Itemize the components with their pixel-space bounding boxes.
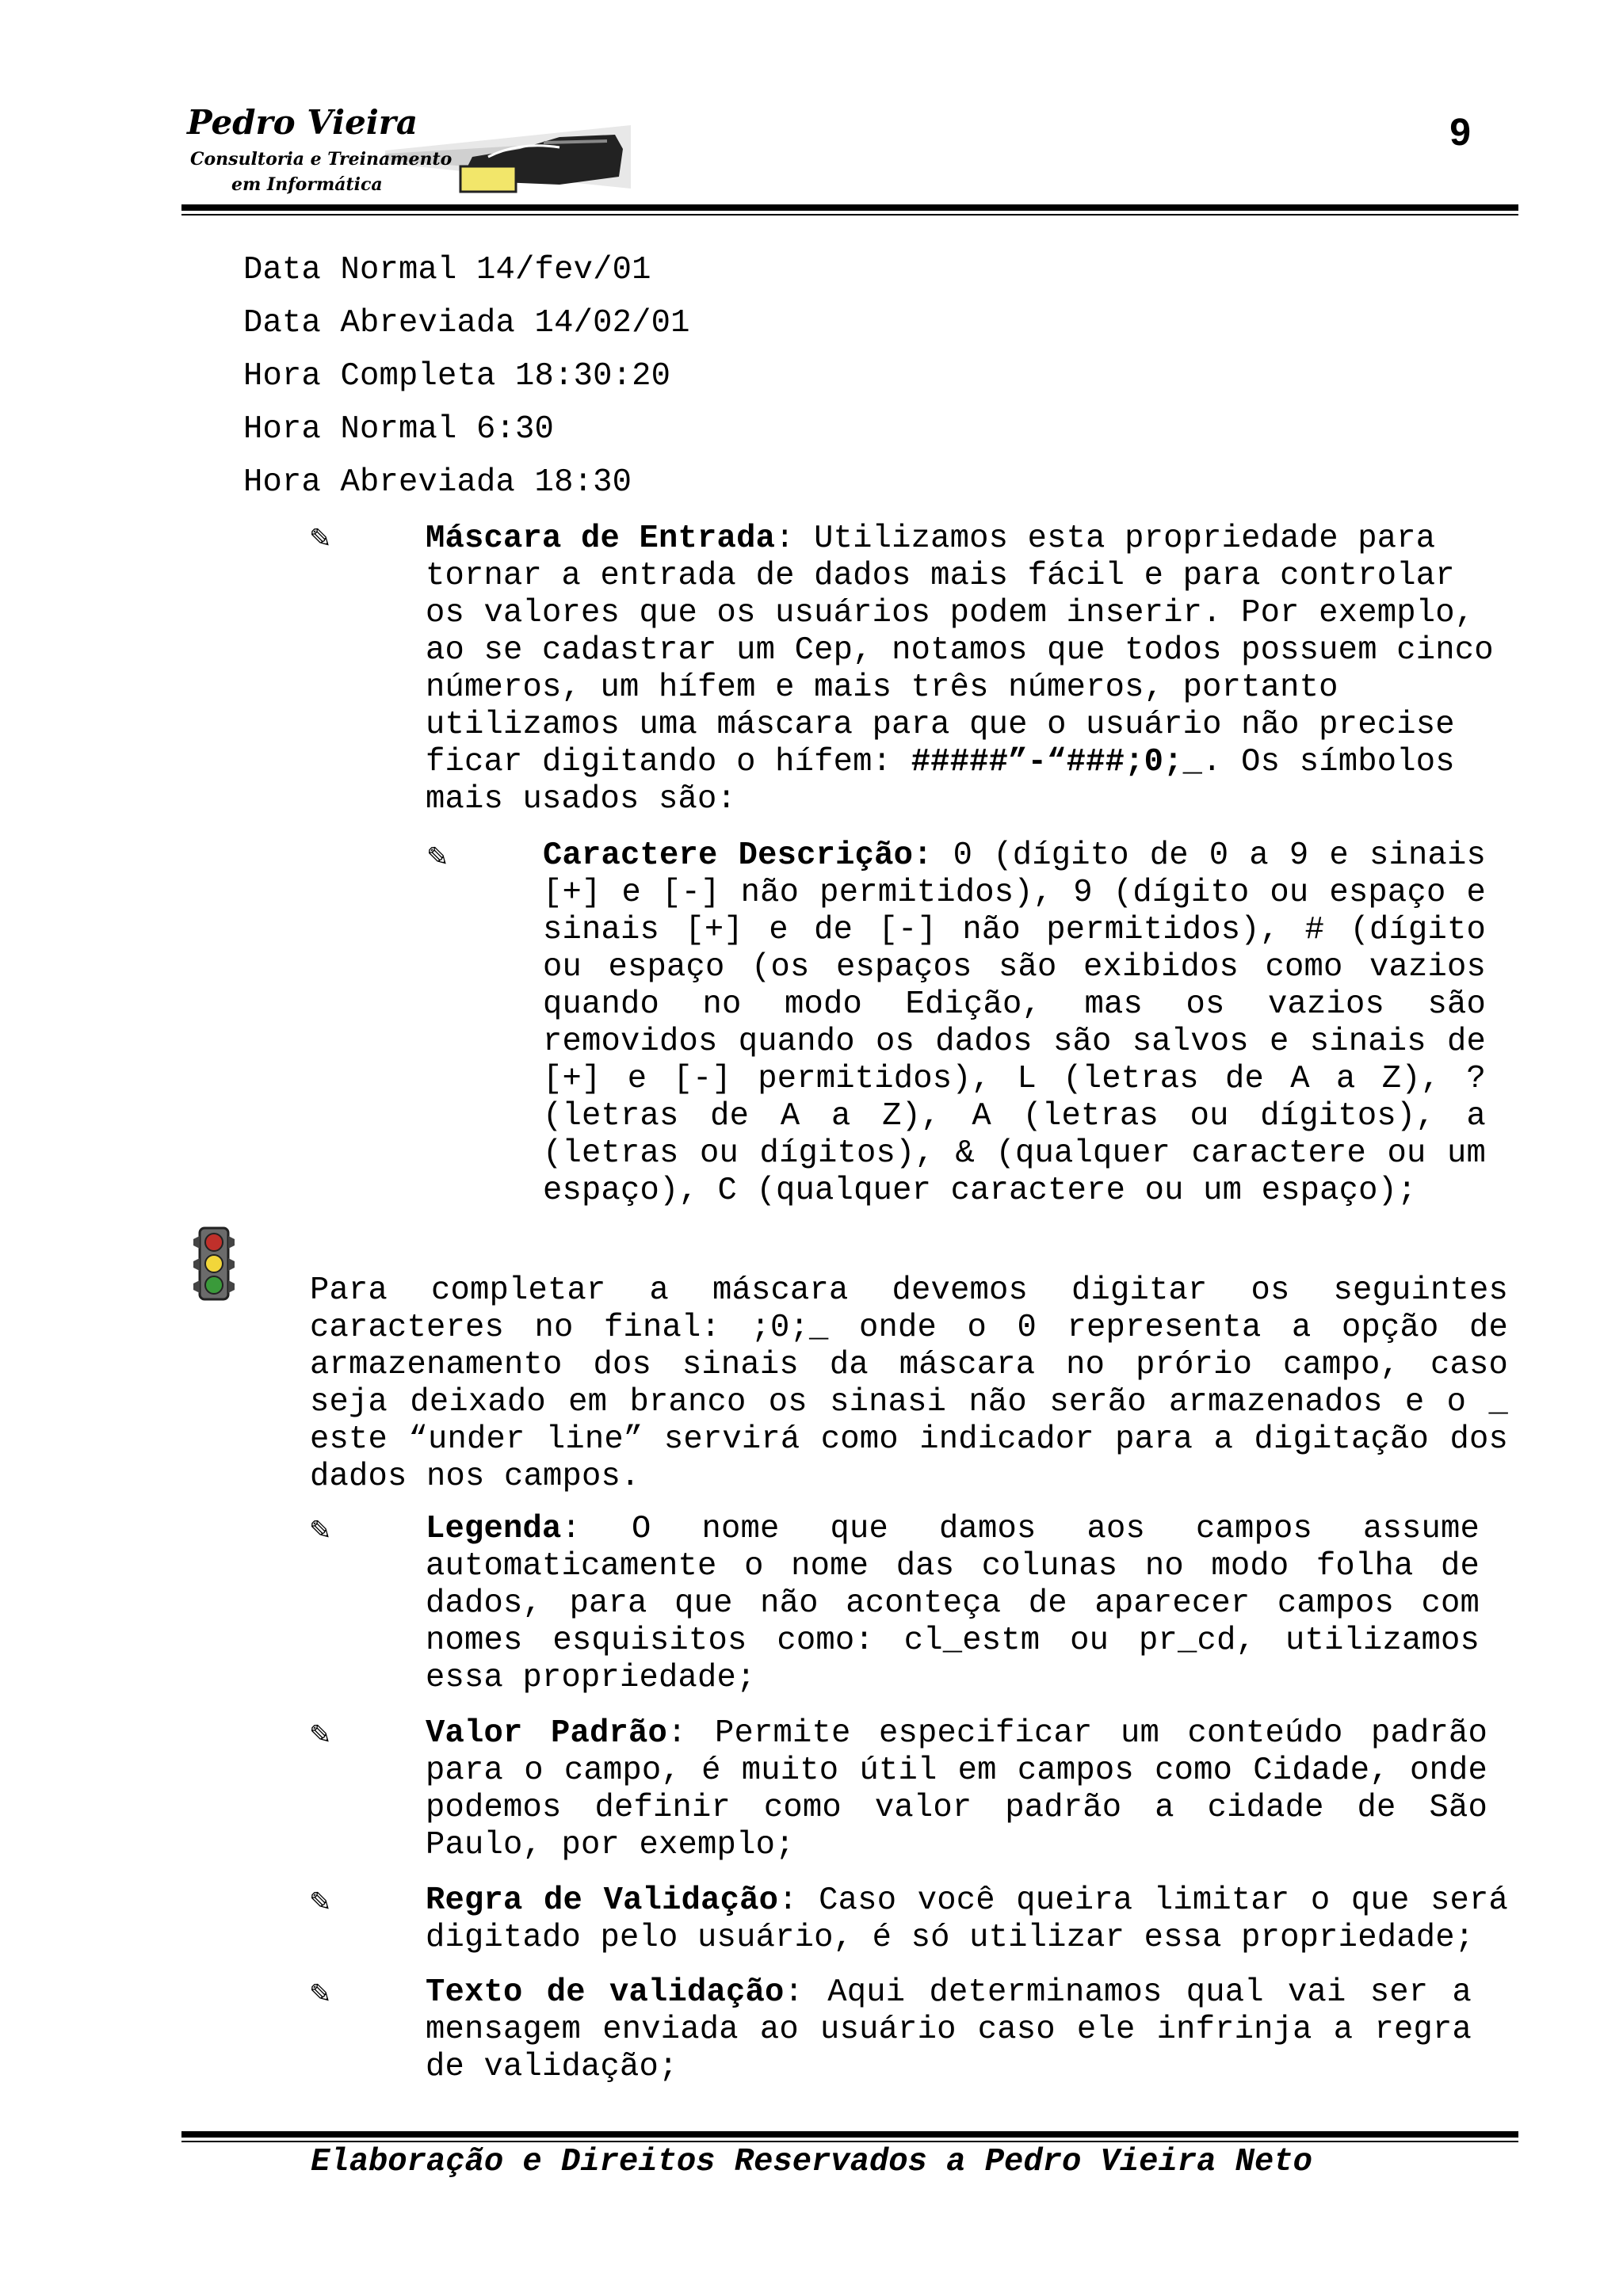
footer-rule-thin bbox=[181, 2141, 1518, 2142]
caractere-title: Caractere Descrição bbox=[543, 837, 914, 874]
item-texto-validacao bbox=[426, 1974, 1472, 2086]
item-title: Legenda bbox=[426, 1511, 562, 1547]
traffic-light-icon bbox=[193, 1226, 235, 1301]
caractere-paragraph: Caractere Descrição: 0 (dígito de 0 a 9 e sinais [+] e [-] não permitidos), 9 (dígito ou espaço e sinais [+] e de [-] não permitidos), # (dígito ou espaço (os espaços são exibidos como vazios quando no modo Edição, mas os vazios são removidos quando os dados são salvos e sinais de [+] e [-] permitidos), L (letras de A a Z), ? (letras de A a Z), A (letras ou dígitos), a (letras ou dígitos), & (qualquer caractere ou um espaço), C (qualquer caractere ou um espaço); bbox=[543, 837, 1486, 1209]
item-regra-validacao bbox=[426, 1882, 1508, 1957]
format-line: Data Normal 14/fev/01 bbox=[243, 252, 651, 288]
mascara-line: números, um hífem e mais três números, portanto bbox=[426, 669, 1338, 706]
mascara-line-7 bbox=[426, 744, 1455, 781]
mascara-line7-b: . Os símbolos bbox=[1202, 744, 1455, 780]
pencil-icon: ✎ bbox=[309, 523, 332, 555]
caractere-text: 0 (dígito de 0 a 9 e sinais [+] e [-] não permitidos), 9 (dígito ou espaço e sinais [+] e de [-] não permitidos), # (dígito ou espaço (os espaços são exibidos como vazios quando no modo Edição, mas os vazios são removidos quando os dados são salvos e sinais de [+] e [-] permitidos), L (letras de A a Z), ? (letras de A a Z), A (letras ou dígitos), a (letras ou dígitos), & (qualquer caractere ou um espaço), C (qualquer caractere ou um espaço); bbox=[543, 837, 1486, 1209]
mascara-line: mais usados são: bbox=[426, 781, 737, 818]
format-line: Hora Completa 18:30:20 bbox=[243, 358, 671, 395]
logo-name: Pedro Vieira bbox=[187, 103, 418, 142]
mascara-mask-example: #####”-“###;0;_ bbox=[911, 744, 1203, 780]
item-valor-padrao bbox=[426, 1715, 1487, 1864]
header-rule-thin bbox=[181, 214, 1518, 215]
pencil-icon: ✎ bbox=[309, 1515, 332, 1547]
mascara-line-1 bbox=[426, 521, 1435, 558]
item-title: Texto de validação bbox=[426, 1974, 785, 2011]
mascara-first-line: : Utilizamos esta propriedade para bbox=[775, 521, 1436, 557]
item-legenda bbox=[426, 1511, 1480, 1697]
format-line: Hora Abreviada 18:30 bbox=[243, 464, 632, 501]
header-rule bbox=[181, 204, 1518, 211]
format-line: Hora Normal 6:30 bbox=[243, 411, 555, 448]
format-line: Data Abreviada 14/02/01 bbox=[243, 305, 690, 341]
footer-text: Elaboração e Direitos Reservados a Pedro Vieira Neto bbox=[311, 2144, 1312, 2180]
item-text: : O nome que damos aos campos assume automaticamente o nome das colunas no modo folha de dados, para que não aconteça de aparecer campos com nomes esquisitos como: cl_estm ou pr_cd, utilizamos essa propriedade; bbox=[426, 1511, 1480, 1696]
item-text: : Caso você queira limitar o que será digitado pelo usuário, é só utilizar essa propriedade; bbox=[426, 1882, 1508, 1956]
mascara-line: utilizamos uma máscara para que o usuário não precise bbox=[426, 707, 1455, 743]
item-text: : Aqui determinamos qual vai ser a mensagem enviada ao usuário caso ele infrinja a regra de validação; bbox=[426, 1974, 1472, 2085]
mascara-line: tornar a entrada de dados mais fácil e para controlar bbox=[426, 558, 1455, 594]
logo-tagline-1: Consultoria e Treinamento bbox=[190, 149, 453, 170]
mascara-line: ao se cadastrar um Cep, notamos que todos possuem cinco bbox=[426, 632, 1494, 669]
footer-rule bbox=[181, 2131, 1518, 2138]
pencil-icon: ✎ bbox=[309, 1719, 332, 1751]
item-title: Valor Padrão bbox=[426, 1715, 668, 1752]
pencil-icon: ✎ bbox=[309, 1978, 332, 2010]
mascara-line: os valores que os usuários podem inserir. Por exemplo, bbox=[426, 595, 1475, 631]
header-logo bbox=[187, 101, 631, 204]
item-title: Regra de Validação bbox=[426, 1882, 779, 1919]
mascara-line7-a: ficar digitando o hífem: bbox=[426, 744, 911, 780]
page-number: 9 bbox=[1449, 112, 1471, 154]
pencil-icon: ✎ bbox=[309, 1886, 332, 1918]
mascara-title: Máscara de Entrada bbox=[426, 521, 776, 557]
item-text: : Permite especificar um conteúdo padrão para o campo, é muito útil em campos como Cidade, onde podemos definir como valor padrão a cidade de São Paulo, por exemplo; bbox=[426, 1715, 1487, 1863]
note-paragraph: Para completar a máscara devemos digitar os seguintes caracteres no final: ;0;_ onde o 0 representa a opção de armazenamento dos sinais da máscara no prório campo, caso seja deixado em branco os sinasi não serão armazenados e o _ este “under line” servirá como indicador para a digitação dos dados nos campos. bbox=[310, 1272, 1508, 1495]
pencil-icon: ✎ bbox=[426, 841, 449, 873]
logo-tagline-2: em Informática bbox=[231, 174, 383, 195]
